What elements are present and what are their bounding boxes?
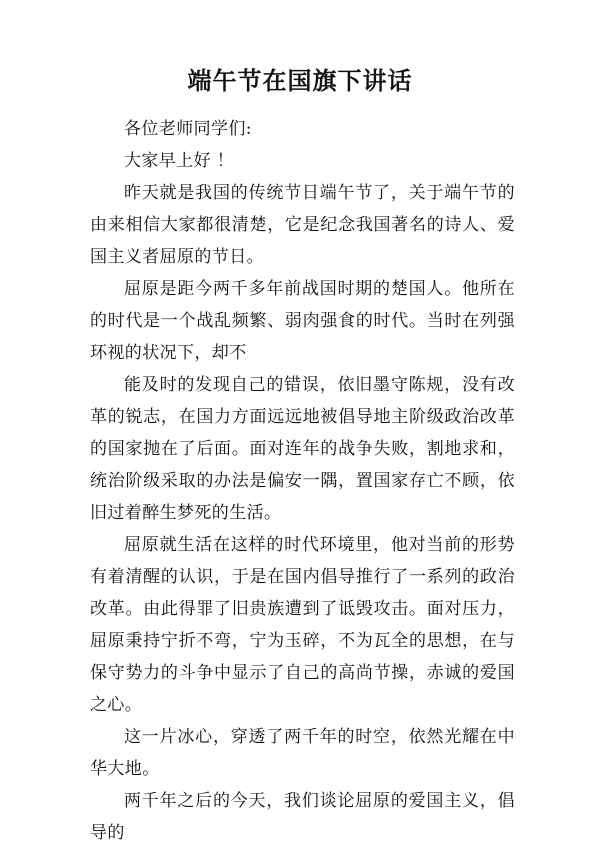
document-body [90, 113, 515, 849]
paragraph-today: 两千年之后的今天，我们谈论屈原的爱国主义，倡导的 [90, 791, 515, 843]
document-title: 端午节在国旗下讲话 [187, 66, 413, 95]
paragraph-greeting: 大家早上好 ！ [124, 151, 235, 171]
paragraph-introduction: 昨天就是我国的传统节日端午节了，关于端午节的由来相信大家都很清楚，它是纪念我国著名的诗人、爱国主义者屈原的节日。 [90, 183, 515, 267]
paragraph-greeting-addressee: 各位老师同学们: [124, 119, 252, 139]
paragraph-patriotism: 这一片冰心，穿透了两千年的时空，依然光耀在中华大地。 [90, 727, 515, 779]
paragraph-chu-state: 能及时的发现自己的错误，依旧墨守陈规，没有改革的锐志，在国力方面远远地被倡导地主阶级政治改革的国家抛在了后面。面对连年的战争失败，割地求和，统治阶级采取的办法是偏安一隅，置国家存亡不顾，依旧过着醉生梦死的生活。 [90, 375, 515, 523]
paragraph-quyuan-reform: 屈原就生活在这样的时代环境里，他对当前的形势有着清醒的认识，于是在国内倡导推行了一系列的政治改革。由此得罪了旧贵族遭到了诋毁攻击。面对压力，屈原秉持宁折不弯，宁为玉碎，不为瓦全的思想，在与保守势力的斗争中显示了自己的高尚节操，赤诚的爱国之心。 [90, 535, 515, 715]
paragraph-quyuan-era: 屈原是距今两千多年前战国时期的楚国人。他所在的时代是一个战乱频繁、弱肉强食的时代。当时在列强环视的状况下，却不 [90, 279, 515, 363]
